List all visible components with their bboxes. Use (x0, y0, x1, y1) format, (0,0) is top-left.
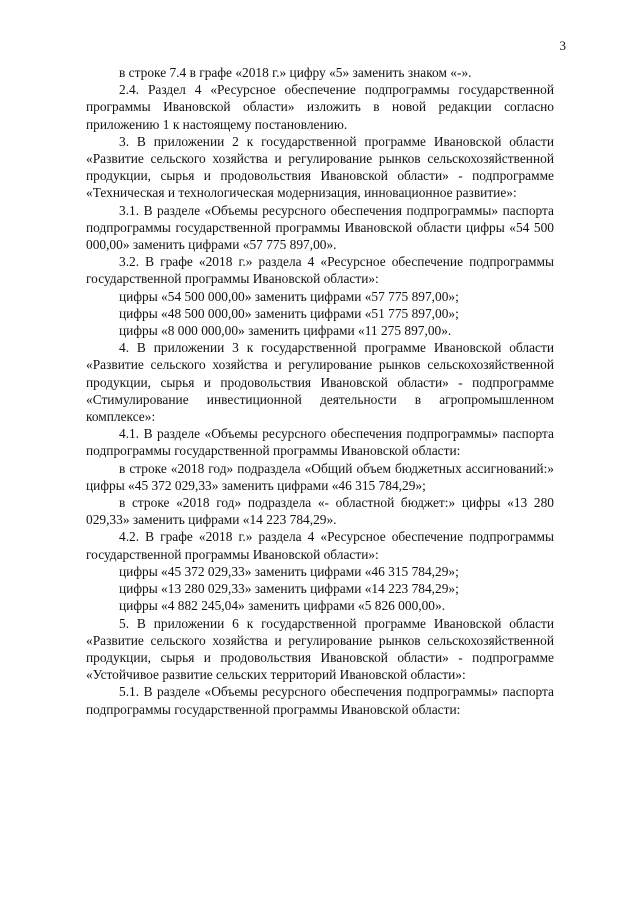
document-body (86, 64, 554, 718)
page-number: 3 (559, 38, 566, 53)
paragraph-2-4: 2.4. Раздел 4 «Ресурсное обеспечение подпрограммы государственной программы Ивановской области» изложить в новой редакции согласно приложению 1 к настоящему постановлению. (86, 82, 554, 132)
paragraph-4-2-line-2: цифры «13 280 029,33» заменить цифрами «14 223 784,29»; (119, 581, 459, 597)
paragraph-4-2-line-3: цифры «4 882 245,04» заменить цифрами «5 826 000,00». (119, 598, 446, 614)
paragraph-2-3-tail: в строке 7.4 в графе «2018 г.» цифру «5» заменить знаком «-». (119, 65, 472, 80)
paragraph-4-1-line-2: в строке «2018 год» подраздела «- областной бюджет:» цифры «13 280 029,33» заменить цифрами «14 223 784,29». (86, 495, 554, 528)
paragraph-4-2-line-1: цифры «45 372 029,33» заменить цифрами «46 315 784,29»; (119, 563, 459, 579)
paragraph-5-1: 5.1. В разделе «Объемы ресурсного обеспечения подпрограммы» паспорта подпрограммы государственной программы Ивановской области: (86, 684, 554, 717)
paragraph-4: 4. В приложении 3 к государственной программе Ивановской области «Развитие сельского хозяйства и регулирование рынков сельскохозяйственной продукции, сырья и продовольствия Ивановской области» - подпрограмме «Стимулирование инвестиционной деятельности в агропромышленном комплексе»: (86, 340, 554, 425)
paragraph-3: 3. В приложении 2 к государственной программе Ивановской области «Развитие сельского хозяйства и регулирование рынков сельскохозяйственной продукции, сырья и продовольствия Ивановской области» - подпрограмме «Техническая и технологическая модернизация, инновационное развитие»: (86, 133, 554, 201)
paragraph-3-1: 3.1. В разделе «Объемы ресурсного обеспечения подпрограммы» паспорта подпрограммы государственной программы Ивановской области цифры «54 500 000,00» заменить цифрами «57 775 897,00». (86, 202, 554, 253)
paragraph-3-2-line-1: цифры «54 500 000,00» заменить цифрами «57 775 897,00»; (119, 288, 459, 304)
paragraph-3-2-line-3: цифры «8 000 000,00» заменить цифрами «11 275 897,00». (119, 323, 452, 339)
paragraph-4-1: 4.1. В разделе «Объемы ресурсного обеспечения подпрограммы» паспорта подпрограммы государственной программы Ивановской области: (86, 426, 554, 459)
paragraph-3-2: 3.2. В графе «2018 г.» раздела 4 «Ресурсное обеспечение подпрограммы государственной программы Ивановской области»: (86, 254, 554, 287)
paragraph-4-2: 4.2. В графе «2018 г.» раздела 4 «Ресурсное обеспечение подпрограммы государственной программы Ивановской области»: (86, 529, 554, 562)
paragraph-3-2-line-2: цифры «48 500 000,00» заменить цифрами «51 775 897,00»; (119, 305, 459, 321)
paragraph-4-1-line-1: в строке «2018 год» подраздела «Общий объем бюджетных ассигнований:» цифры «45 372 029,33» заменить цифрами «46 315 784,29»; (86, 460, 554, 493)
paragraph-5: 5. В приложении 6 к государственной программе Ивановской области «Развитие сельского хозяйства и регулирование рынков сельскохозяйственной продукции, сырья и продовольствия Ивановской области» - подпрограмме «Устойчивое развитие сельских территорий Ивановской области»: (86, 615, 554, 683)
